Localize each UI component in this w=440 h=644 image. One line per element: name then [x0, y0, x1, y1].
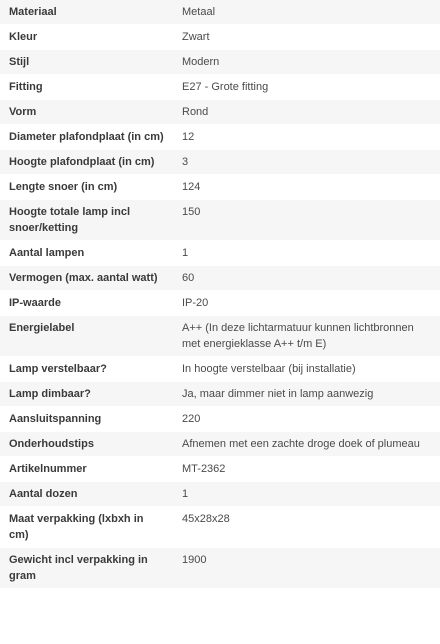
- spec-label: Vorm: [9, 106, 37, 118]
- spec-row-hoogte-plafondplaat: [0, 150, 440, 175]
- spec-value: 1: [182, 247, 189, 259]
- spec-label: Stijl: [9, 56, 30, 68]
- spec-row-diameter-plafondplaat: [0, 125, 440, 150]
- spec-row-maat-verpakking: [0, 507, 440, 548]
- spec-label: IP-waarde: [9, 297, 61, 309]
- spec-label: Hoogte plafondplaat (in cm): [9, 156, 155, 168]
- spec-row-energielabel: [0, 316, 440, 357]
- spec-value: Afnemen met een zachte droge doek of plumeau: [182, 438, 420, 450]
- spec-label: Aantal dozen: [9, 488, 78, 500]
- spec-row-vermogen: [0, 266, 440, 291]
- spec-value: Modern: [182, 56, 220, 68]
- spec-label: Fitting: [9, 81, 43, 93]
- spec-row-artikelnummer: [0, 457, 440, 482]
- spec-label: Aantal lampen: [9, 247, 85, 259]
- spec-label: Materiaal: [9, 6, 57, 18]
- spec-value: 45x28x28: [182, 513, 230, 525]
- spec-row-hoogte-totale-lamp: [0, 200, 440, 241]
- spec-value: 150: [182, 206, 201, 218]
- spec-row-stijl: [0, 50, 440, 75]
- spec-row-ip-waarde: [0, 291, 440, 316]
- spec-value: A++ (In deze lichtarmatuur kunnen lichtbronnen met energieklasse A++ t/m E): [182, 322, 414, 350]
- spec-label: Artikelnummer: [9, 463, 87, 475]
- spec-label: Lamp verstelbaar?: [9, 363, 107, 375]
- spec-value: 1: [182, 488, 189, 500]
- spec-row-aantal-dozen: [0, 482, 440, 507]
- spec-label: Kleur: [9, 31, 38, 43]
- spec-row-gewicht-incl-verpakking: [0, 548, 440, 589]
- spec-row-vorm: [0, 100, 440, 125]
- spec-label: Diameter plafondplaat (in cm): [9, 131, 164, 143]
- spec-value: 220: [182, 413, 201, 425]
- spec-label: Onderhoudstips: [9, 438, 94, 450]
- spec-label: Gewicht incl verpakking in gram: [9, 554, 148, 582]
- spec-row-aansluitspanning: [0, 407, 440, 432]
- spec-value: IP-20: [182, 297, 209, 309]
- spec-row-onderhoudstips: [0, 432, 440, 457]
- spec-row-lamp-verstelbaar: [0, 357, 440, 382]
- spec-value: Zwart: [182, 31, 210, 43]
- spec-row-materiaal: [0, 0, 440, 25]
- spec-label: Vermogen (max. aantal watt): [9, 272, 158, 284]
- spec-label: Hoogte totale lamp incl snoer/ketting: [9, 206, 131, 234]
- spec-value: Rond: [182, 106, 209, 118]
- spec-label: Lamp dimbaar?: [9, 388, 91, 400]
- spec-value: E27 - Grote fitting: [182, 81, 269, 93]
- spec-value: Ja, maar dimmer niet in lamp aanwezig: [182, 388, 374, 400]
- spec-value: Metaal: [182, 6, 216, 18]
- spec-value: 124: [182, 181, 201, 193]
- spec-row-kleur: [0, 25, 440, 50]
- spec-row-aantal-lampen: [0, 241, 440, 266]
- spec-label: Energielabel: [9, 322, 75, 334]
- spec-row-fitting: [0, 75, 440, 100]
- spec-label: Maat verpakking (lxbxh in cm): [9, 513, 144, 541]
- spec-row-lengte-snoer: [0, 175, 440, 200]
- spec-value: 3: [182, 156, 189, 168]
- spec-label: Aansluitspanning: [9, 413, 102, 425]
- spec-value: 12: [182, 131, 195, 143]
- spec-value: In hoogte verstelbaar (bij installatie): [182, 363, 356, 375]
- spec-label: Lengte snoer (in cm): [9, 181, 118, 193]
- spec-value: 60: [182, 272, 195, 284]
- spec-value: MT-2362: [182, 463, 226, 475]
- spec-row-lamp-dimbaar: [0, 382, 440, 407]
- spec-value: 1900: [182, 554, 207, 566]
